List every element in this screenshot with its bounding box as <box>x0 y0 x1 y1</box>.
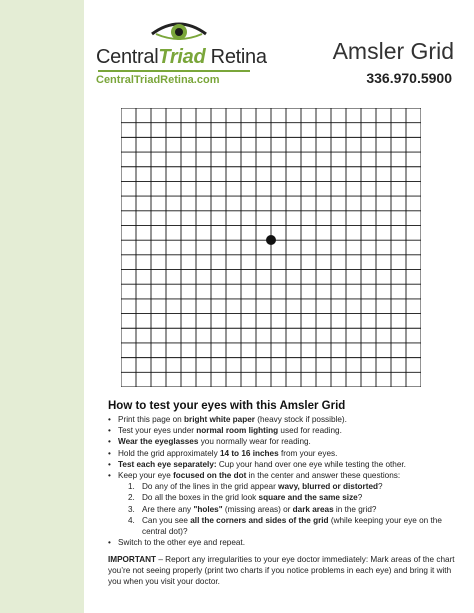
question-item: 2. Do all the boxes in the grid look square and the same size? <box>128 493 363 503</box>
logo-wordmark: CentralTriad Retina <box>96 46 267 68</box>
instructions-section <box>108 400 458 587</box>
eye-logo-icon <box>150 18 208 46</box>
instructions-list <box>108 414 458 548</box>
questions-list <box>118 481 458 537</box>
list-item: • Print this page on bright white paper (heavy stock if possible). <box>108 415 347 424</box>
list-item: • Test each eye separately: Cup your hand over one eye while testing the other. <box>108 459 406 469</box>
important-label: IMPORTANT <box>108 555 157 565</box>
question-item: 1. Do any of the lines in the grid appear wavy, blurred or distorted? <box>128 482 383 492</box>
question-item: 4. Can you see all the corners and sides of the grid (while keeping your eye on the central dot)? <box>128 515 442 537</box>
center-fixation-dot <box>266 235 276 245</box>
list-item: • Wear the eyeglasses you normally wear for reading. <box>108 437 311 447</box>
list-item: • Hold the grid approximately 14 to 16 inches from your eyes. <box>108 448 338 458</box>
important-text: – Report any irregularities to your eye doctor immediately: Mark areas of the chart you’re not seeing properly (print two charts if you notice problems in each eye) and bring it with you when you visit your doctor. <box>108 555 455 586</box>
logo-underline <box>98 70 250 72</box>
list-item: • Test your eyes under normal room lighting used for reading. <box>108 426 342 436</box>
important-note <box>108 555 458 587</box>
phone-number[interactable]: 336.970.5900 <box>366 70 452 86</box>
page-title: Amsler Grid <box>332 38 454 64</box>
left-sidebar-band <box>0 0 84 613</box>
amsler-grid <box>121 108 421 387</box>
list-item: • Keep your eye focused on the dot in the center and answer these questions: 1. Do any of the lines in the grid appear wavy, blurred or distorted? 2. Do all the boxes in the grid look square and the same size? 3. Are there any "holes" (missing areas) or dark areas in the grid? 4. Can you see all the corners and sides of the grid (while keeping your eye on the central dot)? <box>108 470 458 537</box>
question-item: 3. Are there any "holes" (missing areas) or dark areas in the grid? <box>128 504 377 514</box>
list-item: • Switch to the other eye and repeat. <box>108 538 245 548</box>
central-triad-retina-logo <box>96 18 266 74</box>
website-link[interactable]: CentralTriadRetina.com <box>96 74 220 86</box>
instructions-heading: How to test your eyes with this Amsler Grid <box>108 400 346 412</box>
